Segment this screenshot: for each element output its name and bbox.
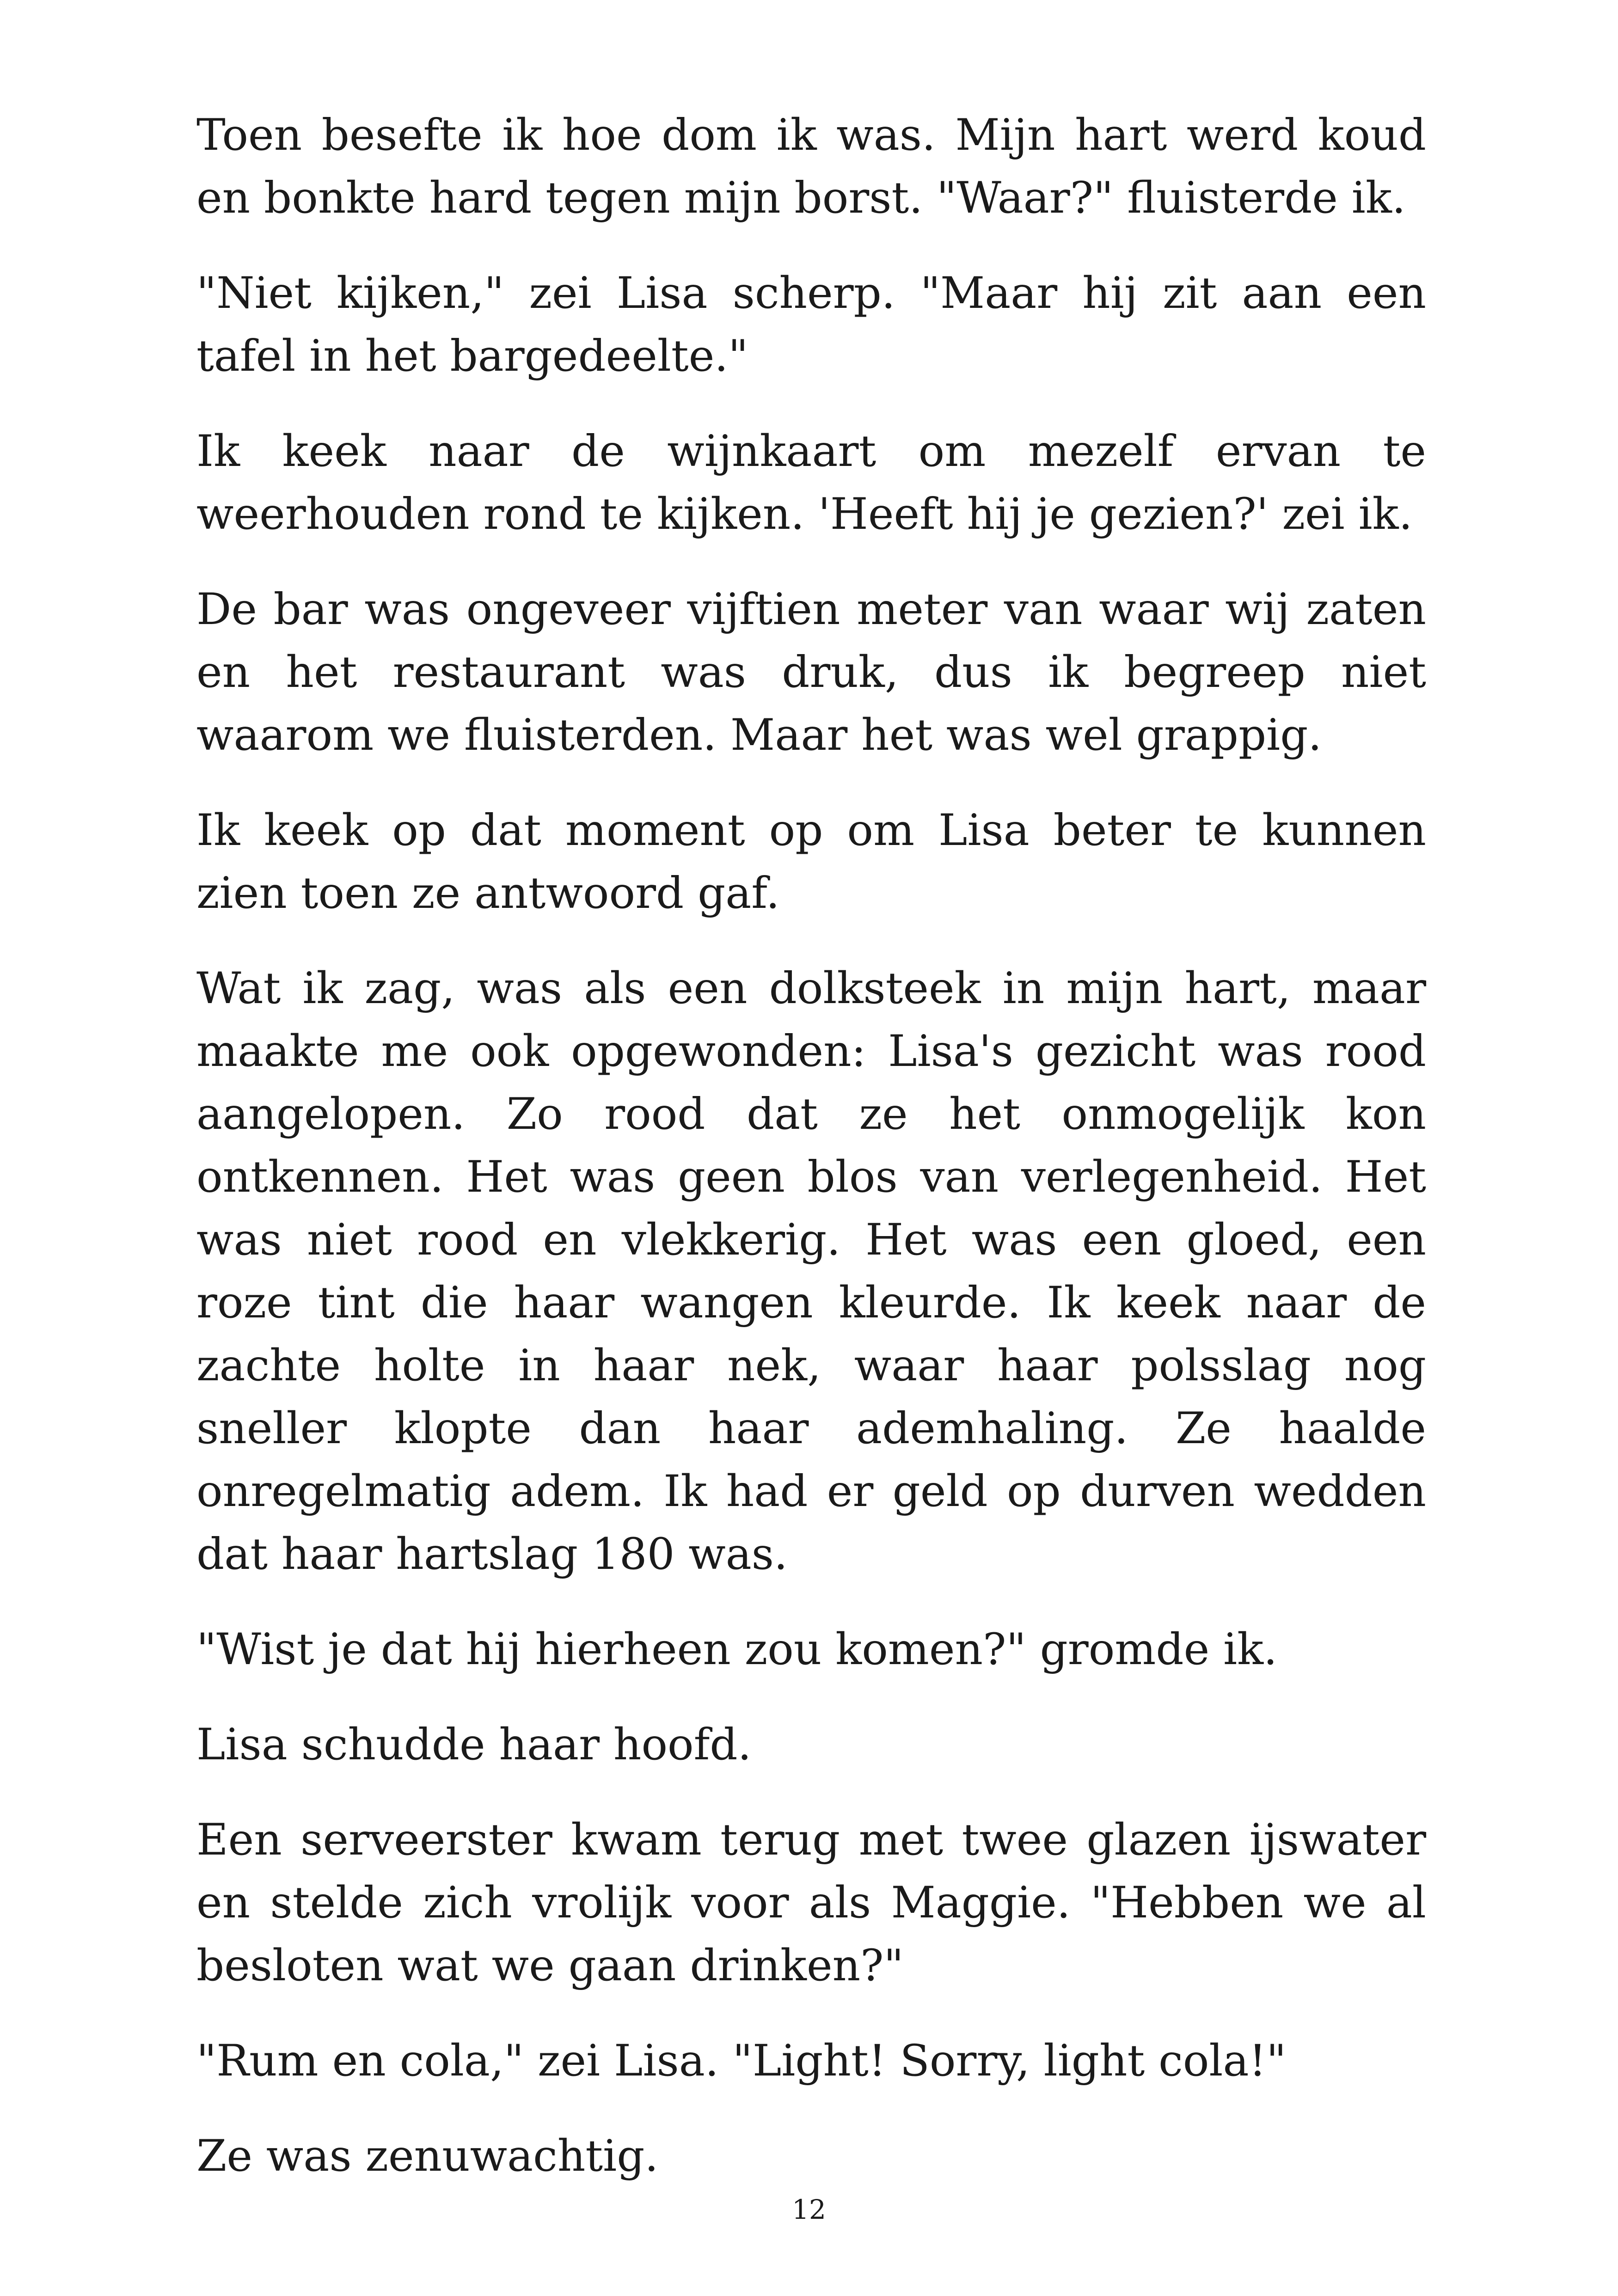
paragraph: De bar was ongeveer vijftien meter van waar wij zaten en het restaurant was druk, dus ik begreep niet waarom we fluisterden. Maar het was wel grappig. bbox=[196, 584, 1426, 760]
paragraph: Een serveerster kwam terug met twee glazen ijswater en stelde zich vrolijk voor als Maggie. "Hebben we al besloten wat we gaan drinken?" bbox=[196, 1815, 1426, 1991]
paragraph: Ik keek naar de wijnkaart om mezelf ervan te weerhouden rond te kijken. 'Heeft hij je gezien?' zei ik. bbox=[196, 426, 1426, 539]
paragraph: Lisa schudde haar hoofd. bbox=[196, 1720, 752, 1770]
paragraph: Ik keek op dat moment op om Lisa beter te kunnen zien toen ze antwoord gaf. bbox=[196, 805, 1426, 918]
paragraph: "Niet kijken," zei Lisa scherp. "Maar hij zit aan een tafel in het bargedeelte." bbox=[196, 268, 1426, 381]
paragraph: Ze was zenuwachtig. bbox=[196, 2131, 659, 2181]
paragraph: Toen besefte ik hoe dom ik was. Mijn hart werd koud en bonkte hard tegen mijn borst. "Waar?" fluisterde ik. bbox=[196, 110, 1426, 223]
body-text bbox=[196, 104, 1426, 2220]
page-number: 12 bbox=[792, 2194, 826, 2225]
paragraph: "Wist je dat hij hierheen zou komen?" gromde ik. bbox=[196, 1624, 1278, 1675]
paragraph: "Rum en cola," zei Lisa. "Light! Sorry, light cola!" bbox=[196, 2036, 1287, 2086]
paragraph: Wat ik zag, was als een dolksteek in mijn hart, maar maakte me ook opgewonden: Lisa's gezicht was rood aangelopen. Zo rood dat ze het onmogelijk kon ontkennen. Het was geen blos van verlegenheid. Het was niet rood en vlekkerig. Het was een gloed, een roze tint die haar wangen kleurde. Ik keek naar de zachte holte in haar nek, waar haar polsslag nog sneller klopte dan haar ademhaling. Ze haalde onregelmatig adem. Ik had er geld op durven wedden dat haar hartslag 180 was. bbox=[196, 963, 1426, 1580]
